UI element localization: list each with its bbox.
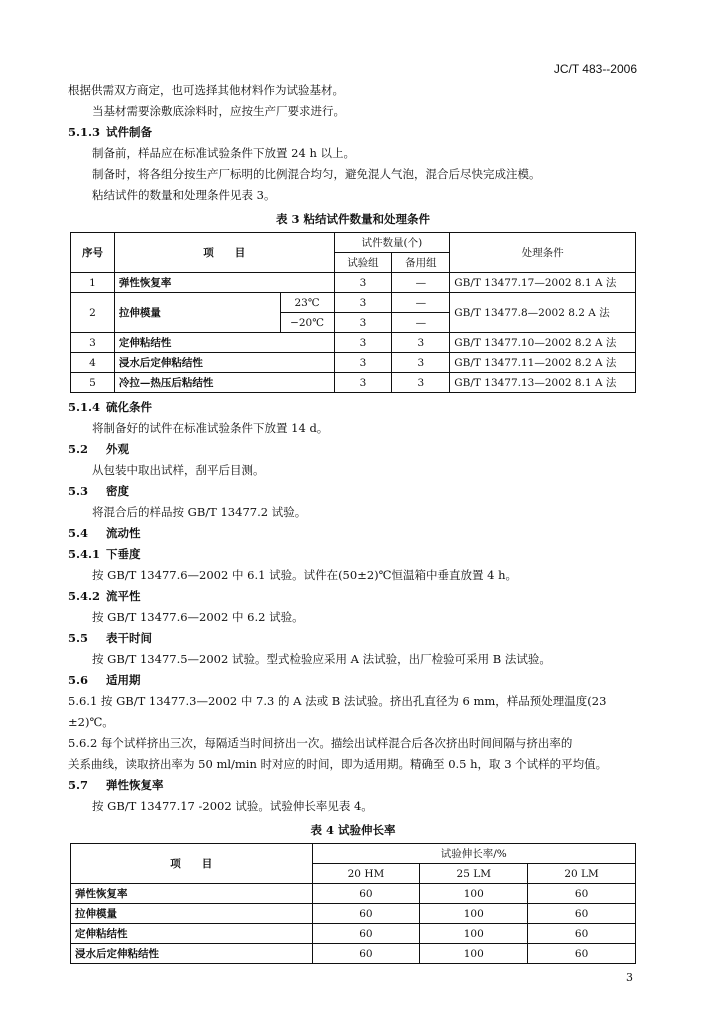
cell: 4 [71, 353, 115, 373]
table-row [71, 884, 636, 904]
header-item: 项 目 [71, 844, 313, 884]
table-row [71, 944, 636, 964]
table-row [71, 353, 636, 373]
cell: GB/T 13477.11—2002 8.2 A 法 [450, 353, 636, 373]
cell: 拉伸模量 [114, 293, 280, 333]
header-condition: 处理条件 [450, 233, 636, 273]
section-title: 硫化条件 [106, 400, 153, 414]
page-number: 3 [626, 971, 633, 984]
cell: 浸水后定伸粘结性 [71, 944, 313, 964]
header-item: 项 目 [114, 233, 334, 273]
cell: 3 [334, 353, 392, 373]
section-title: 下垂度 [106, 547, 141, 561]
cell: — [392, 273, 450, 293]
paragraph: 制备前，样品应在标准试验条件下放置 24 h 以上。 [92, 146, 356, 160]
section-heading-5-3 [68, 481, 638, 502]
header-no: 序号 [71, 233, 115, 273]
cell: 60 [528, 924, 636, 944]
standard-number: JC/T 483--2006 [553, 62, 637, 76]
paragraph: 当基材需要涂敷底涂料时，应按生产厂要求进行。 [92, 104, 345, 118]
paragraph: 按 GB/T 13477.5—2002 试验。型式检验应采用 A 法试验，出厂检验可采用 B 法试验。 [92, 652, 551, 666]
section-title: 表干时间 [106, 631, 153, 645]
cell: — [392, 313, 450, 333]
body-content [68, 80, 638, 964]
section-number: 5.3 [68, 484, 89, 498]
paragraph: 5.6.2 每个试样挤出三次，每隔适当时间挤出一次。描绘出试样混合后各次挤出时间间隔与挤出率的 [68, 736, 573, 750]
section-title: 适用期 [106, 673, 141, 687]
section-number: 5.2 [68, 442, 89, 456]
cell: 3 [392, 373, 450, 393]
table-4 [70, 843, 636, 964]
section-heading-5-1-4 [68, 397, 638, 418]
cell: 3 [392, 333, 450, 353]
section-number: 5.4.1 [68, 547, 101, 561]
section-heading-5-6 [68, 670, 638, 691]
paragraph: 将制备好的试件在标准试验条件下放置 14 d。 [92, 421, 329, 435]
cell: 60 [312, 904, 420, 924]
paragraph: 制备时，将各组分按生产厂标明的比例混合均匀，避免混人气泡，混合后尽快完成注模。 [92, 167, 541, 181]
paragraph: ±2)℃。 [68, 715, 114, 729]
section-number: 5.1.4 [68, 400, 101, 414]
cell: 100 [420, 944, 528, 964]
cell: 冷拉—热压后粘结性 [114, 373, 334, 393]
cell: 23℃ [280, 293, 334, 313]
section-number: 5.6 [68, 673, 89, 687]
paragraph: 按 GB/T 13477.6—2002 中 6.1 试验。试件在(50±2)℃恒温箱中垂直放置 4 h。 [92, 568, 518, 582]
cell: GB/T 13477.17—2002 8.1 A 法 [450, 273, 636, 293]
cell: 60 [312, 884, 420, 904]
cell: 3 [392, 353, 450, 373]
cell: — [392, 293, 450, 313]
cell: 定伸粘结性 [71, 924, 313, 944]
cell: 100 [420, 904, 528, 924]
paragraph: 按 GB/T 13477.6—2002 中 6.2 试验。 [92, 610, 304, 624]
cell: 3 [334, 333, 392, 353]
section-heading-5-4-2 [68, 586, 638, 607]
cell: 60 [312, 924, 420, 944]
section-title: 流动性 [106, 526, 141, 540]
table-4-title: 表 4 试验伸长率 [310, 823, 396, 837]
cell: 3 [334, 373, 392, 393]
section-number: 5.4.2 [68, 589, 101, 603]
cell: 60 [528, 944, 636, 964]
cell: 弹性恢复率 [114, 273, 334, 293]
cell: 3 [334, 273, 392, 293]
table-row [71, 293, 636, 313]
col-header: 20 LM [528, 864, 636, 884]
cell: 弹性恢复率 [71, 884, 313, 904]
cell: GB/T 13477.10—2002 8.2 A 法 [450, 333, 636, 353]
paragraph: 按 GB/T 13477.17 -2002 试验。试验伸长率见表 4。 [92, 799, 373, 813]
section-title: 密度 [106, 484, 130, 498]
header-spare-group: 备用组 [392, 253, 450, 273]
table-row [71, 333, 636, 353]
cell: 100 [420, 884, 528, 904]
paragraph: 关系曲线，读取挤出率为 50 ml/min 时对应的时间，即为适用期。精确至 0.5 h，取 3 个试样的平均值。 [68, 757, 608, 771]
table-3-title: 表 3 粘结试件数量和处理条件 [275, 212, 430, 226]
col-header: 20 HM [312, 864, 420, 884]
section-heading-5-4-1 [68, 544, 638, 565]
cell: 60 [312, 944, 420, 964]
cell: 1 [71, 273, 115, 293]
table-row [71, 924, 636, 944]
col-header: 25 LM [420, 864, 528, 884]
table-row [71, 373, 636, 393]
cell: 拉伸模量 [71, 904, 313, 924]
section-heading-5-5 [68, 628, 638, 649]
cell: 3 [334, 293, 392, 313]
cell: −20℃ [280, 313, 334, 333]
section-number: 5.7 [68, 778, 89, 792]
section-number: 5.5 [68, 631, 89, 645]
paragraph: 粘结试件的数量和处理条件见表 3。 [92, 188, 276, 202]
section-heading-5-4 [68, 523, 638, 544]
paragraph: 将混合后的样品按 GB/T 13477.2 试验。 [92, 505, 307, 519]
section-title: 试件制备 [106, 125, 153, 139]
cell: 100 [420, 924, 528, 944]
paragraph: 5.6.1 按 GB/T 13477.3—2002 中 7.3 的 A 法或 B 法试验。挤出孔直径为 6 mm，样品预处理温度(23 [68, 694, 607, 708]
section-heading-5-7 [68, 775, 638, 796]
header-test-group: 试验组 [334, 253, 392, 273]
cell: 定伸粘结性 [114, 333, 334, 353]
cell: GB/T 13477.13—2002 8.1 A 法 [450, 373, 636, 393]
table-row [71, 904, 636, 924]
section-number: 5.1.3 [68, 125, 101, 139]
section-heading-5-2 [68, 439, 638, 460]
cell: 浸水后定伸粘结性 [114, 353, 334, 373]
cell: GB/T 13477.8—2002 8.2 A 法 [450, 293, 636, 333]
section-title: 流平性 [106, 589, 141, 603]
section-title: 弹性恢复率 [106, 778, 164, 792]
section-number: 5.4 [68, 526, 89, 540]
table-row [71, 273, 636, 293]
cell: 3 [71, 333, 115, 353]
cell: 2 [71, 293, 115, 333]
paragraph: 根据供需双方商定，也可选择其他材料作为试验基材。 [68, 83, 344, 97]
paragraph: 从包装中取出试样，刮平后目测。 [92, 463, 265, 477]
header-rate: 试验伸长率/% [312, 844, 635, 864]
section-heading-5-1-3 [68, 122, 638, 143]
cell: 60 [528, 884, 636, 904]
cell: 5 [71, 373, 115, 393]
section-title: 外观 [106, 442, 130, 456]
header-quantity: 试件数量(个) [334, 233, 450, 253]
table-3 [70, 232, 636, 393]
cell: 60 [528, 904, 636, 924]
cell: 3 [334, 313, 392, 333]
